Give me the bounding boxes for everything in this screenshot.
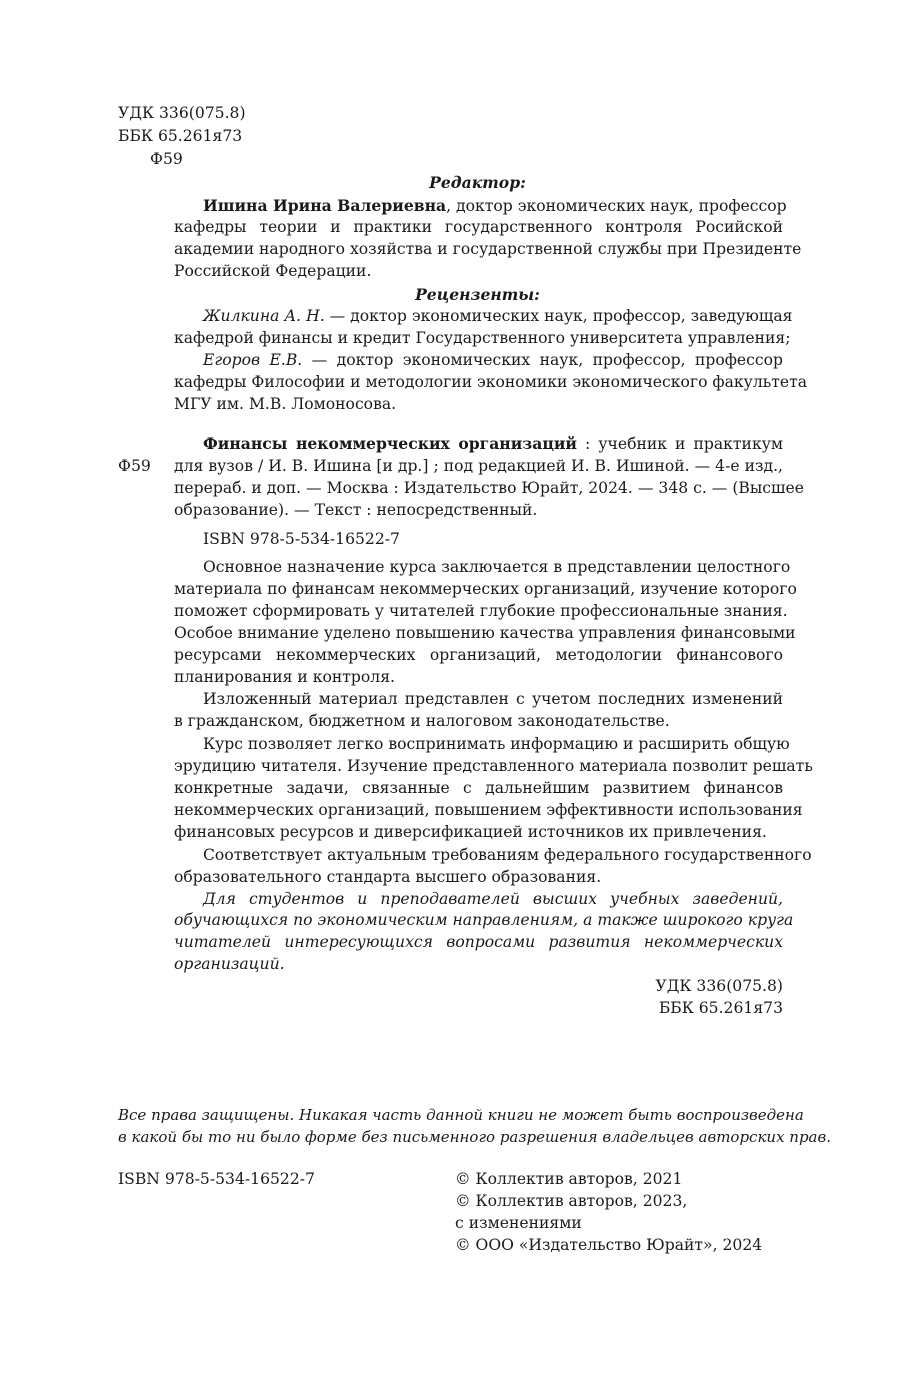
annotation-p4-line: Соответствует актуальным требованиям федерального государственного bbox=[203, 846, 812, 864]
bottom-isbn: ISBN 978-5-534-16522-7 bbox=[118, 1170, 315, 1188]
footer-bbk-code: ББК 65.261я73 bbox=[658, 999, 783, 1017]
reviewer-1-line-1: Жилкина А. Н. — доктор экономических наук, профессор, заведующая bbox=[203, 307, 793, 325]
annotation-p1-line: ресурсами некоммерческих организаций, методологии финансового bbox=[174, 646, 783, 664]
bib-line-1: Финансы некоммерческих организаций : учебник и практикум bbox=[203, 434, 783, 453]
rights-notice-line-1: Все права защищены. Никакая часть данной книги не может быть воспроизведена bbox=[118, 1106, 804, 1124]
bib-author-mark: Ф59 bbox=[118, 457, 151, 475]
udk-code: УДК 336(075.8) bbox=[118, 104, 246, 122]
annotation-p4-line: образовательного стандарта высшего образования. bbox=[174, 868, 602, 886]
reviewer-2-name: Егоров Е.В. bbox=[203, 351, 303, 369]
audience-line: читателей интересующихся вопросами развития некоммерческих bbox=[174, 933, 783, 951]
reviewer-2-line-3: МГУ им. М.В. Ломоносова. bbox=[174, 395, 397, 413]
reviewer-1-name: Жилкина А. Н. bbox=[203, 307, 325, 325]
editor-line-2: кафедры теории и практики государственного контроля Росийской bbox=[174, 218, 783, 236]
annotation-p2-line: в гражданском, бюджетном и налоговом законодательстве. bbox=[174, 712, 670, 730]
annotation-p3-line: Курс позволяет легко воспринимать информацию и расширить общую bbox=[203, 735, 790, 753]
author-mark: Ф59 bbox=[150, 150, 183, 168]
reviewers-heading: Рецензенты: bbox=[415, 285, 540, 304]
annotation-p1-line: поможет сформировать у читателей глубокие профессиональные знания. bbox=[174, 602, 788, 620]
audience-line: обучающихся по экономическим направлениям, а также широкого круга bbox=[174, 911, 794, 929]
copyright-line: © Коллектив авторов, 2023, bbox=[455, 1192, 688, 1210]
annotation-p1-line: материала по финансам некоммерческих организаций, изучение которого bbox=[174, 580, 797, 598]
annotation-p2-line: Изложенный материал представлен с учетом последних изменений bbox=[203, 690, 783, 708]
bib-line-4: образование). — Текст : непосредственный. bbox=[174, 501, 538, 519]
reviewer-2-line-1: Егоров Е.В. — доктор экономических наук, профессор, профессор bbox=[203, 351, 783, 369]
annotation-p3-line: эрудицию читателя. Изучение представленного материала позволит решать bbox=[174, 757, 813, 775]
bib-line-2: для вузов / И. В. Ишина [и др.] ; под редакцией И. В. Ишиной. — 4-е изд., bbox=[174, 457, 783, 475]
audience-line: организаций. bbox=[174, 955, 285, 973]
rights-notice-line-2: в какой бы то ни было форме без письменного разрешения владельцев авторских прав. bbox=[118, 1128, 831, 1146]
book-title: Финансы некоммерческих организаций bbox=[203, 434, 577, 453]
editor-line-3: академии народного хозяйства и государственной службы при Президенте bbox=[174, 240, 802, 258]
editor-line-4: Российской Федерации. bbox=[174, 262, 372, 280]
reviewer-2-line-2: кафедры Философии и методологии экономики экономического факультета bbox=[174, 373, 808, 391]
copyright-line: с изменениями bbox=[455, 1214, 582, 1232]
annotation-p1-line: планирования и контроля. bbox=[174, 668, 395, 686]
annotation-p1-line: Особое внимание уделено повышению качества управления финансовыми bbox=[174, 624, 796, 642]
footer-udk-code: УДК 336(075.8) bbox=[655, 977, 783, 995]
reviewer-1-line-2: кафедрой финансы и кредит Государственного университета управления; bbox=[174, 329, 791, 347]
annotation-p3-line: некоммерческих организаций, повышением эффективности использования bbox=[174, 801, 803, 819]
annotation-p1-line: Основное назначение курса заключается в представлении целостного bbox=[203, 558, 791, 576]
bbk-code: ББК 65.261я73 bbox=[118, 127, 243, 145]
annotation-p3-line: финансовых ресурсов и диверсификацией источников их привлечения. bbox=[174, 823, 767, 841]
editor-line-1: Ишина Ирина Валериевна, доктор экономических наук, профессор bbox=[203, 196, 787, 215]
annotation-p3-line: конкретные задачи, связанные с дальнейшим развитием финансов bbox=[174, 779, 783, 797]
copyright-line: © ООО «Издательство Юрайт», 2024 bbox=[455, 1236, 763, 1254]
bib-line-3: перераб. и доп. — Москва : Издательство Юрайт, 2024. — 348 с. — (Высшее bbox=[174, 479, 804, 497]
audience-line: Для студентов и преподавателей высших учебных заведений, bbox=[203, 890, 783, 908]
copyright-line: © Коллектив авторов, 2021 bbox=[455, 1170, 683, 1188]
editor-name: Ишина Ирина Валериевна bbox=[203, 196, 447, 215]
editor-heading: Редактор: bbox=[429, 173, 526, 192]
bib-isbn: ISBN 978-5-534-16522-7 bbox=[203, 530, 400, 548]
